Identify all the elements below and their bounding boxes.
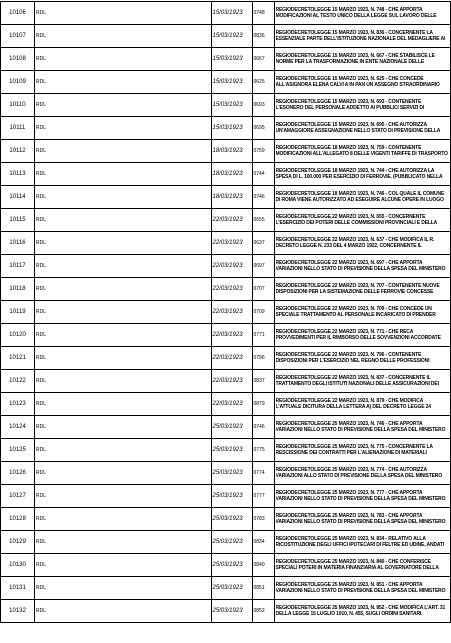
table-row	[1, 301, 451, 324]
record-number: 10128	[1, 508, 35, 531]
act-description-text: REGIODECRETOLEGGE 22 MARZO 1923, N. 707 - CONTENENTE NUOVE DISPOSIZIONI PER LA SISTEMAZIONE DELLE FERROVIE CONCESSE	[275, 283, 440, 295]
act-type: RDL	[35, 600, 212, 623]
record-number: 10121	[1, 347, 35, 370]
act-type: RDL	[35, 577, 212, 600]
table-row	[1, 209, 451, 232]
table-row	[1, 186, 451, 209]
act-code: 0709	[252, 301, 274, 324]
act-description	[274, 232, 451, 255]
act-description-text: REGIODECRETOLEGGE 25 MARZO 1923, N. 851 - CHE APPORTA VARIAZIONI NELLO STATO DI PREVISIONE DELLA SPESA DEL MINISTERO	[275, 582, 446, 594]
act-date: 22/03/1923	[211, 393, 252, 416]
act-type: RDL	[35, 25, 212, 48]
act-description-text: REGIODECRETOLEGGE 18 MARZO 1923, N. 744 - CHE AUTORIZZA LA SPESA DI L. 100.000 PER ESERCIZIO DI FERROVIE. (PUBBLICATO NELLA	[275, 168, 443, 180]
act-description-text: REGIODECRETOLEGGE 15 MARZO 1923, N. 836 - CONCERNENTE LA ESSENZIALE PARTE DELL'ISTITUZIONE NAZIONALE DEL MEDAGLIERE AI	[275, 30, 446, 42]
record-number: 10117	[1, 255, 35, 278]
act-date: 22/03/1923	[211, 255, 252, 278]
act-description-text: REGIODECRETOLEGGE 15 MARZO 1923, N. 667 - CHE STABILISCE LE NORME PER LA TRASFORMAZIONE IN ENTE NAZIONALE DELLE	[275, 53, 435, 65]
act-description	[274, 554, 451, 577]
act-date: 25/03/1923	[211, 439, 252, 462]
act-description	[274, 508, 451, 531]
record-number: 10111	[1, 117, 35, 140]
act-code: 0667	[252, 48, 274, 71]
table-row	[1, 370, 451, 393]
act-type: RDL	[35, 301, 212, 324]
act-type: RDL	[35, 186, 212, 209]
act-type: RDL	[35, 94, 212, 117]
act-type: RDL	[35, 117, 212, 140]
act-description	[274, 140, 451, 163]
act-description-text: REGIODECRETOLEGGE 25 MARZO 1923, N. 834 - RELATIVO ALLA RICOSTITUZIONE DEGLI UFFICI IPOTECARI DI FELTRE ED UDINE, ANDATI	[275, 536, 445, 548]
act-date: 25/03/1923	[211, 554, 252, 577]
act-description-text: REGIODECRETOLEGGE 22 MARZO 1923, N. 655 - CONCERNENTE L'ESERCIZIO DEI POTERI DELLE COMMISSIONI PROVINCIALI E DELLA	[275, 214, 437, 226]
record-number: 10119	[1, 301, 35, 324]
table-row	[1, 71, 451, 94]
table-row	[1, 48, 451, 71]
act-type: RDL	[35, 232, 212, 255]
act-description-text: REGIODECRETOLEGGE 25 MARZO 1923, N. 746 - CHE APPORTA VARIAZIONI NELLO STATO DI PREVISIONE DELLA SPESA DEL MINISTERO	[275, 421, 446, 433]
act-description	[274, 209, 451, 232]
table-row	[1, 508, 451, 531]
act-description	[274, 255, 451, 278]
record-number: 10115	[1, 209, 35, 232]
act-code: 0840	[252, 554, 274, 577]
act-code: 0852	[252, 600, 274, 623]
act-code: 0879	[252, 393, 274, 416]
act-date: 25/03/1923	[211, 531, 252, 554]
act-code: 0655	[252, 209, 274, 232]
act-description	[274, 2, 451, 25]
act-type: RDL	[35, 485, 212, 508]
act-code: 0796	[252, 347, 274, 370]
act-description-text: REGIODECRETOLEGGE 22 MARZO 1923, N. 771 - CHE RECA PROVVEDIMENTI PER IL RIMBORSO DELLE SOVVENZIONI ACCORDATE	[275, 329, 441, 341]
act-type: RDL	[35, 255, 212, 278]
record-number: 10127	[1, 485, 35, 508]
act-description-text: REGIODECRETOLEGGE 15 MARZO 1923, N. 748 - CHE APPORTA MODIFICAZIONI AL TESTO UNICO DELLA LEGGE SUL LAVORO DELLE	[275, 7, 437, 19]
act-description	[274, 485, 451, 508]
act-description	[274, 416, 451, 439]
act-date: 15/03/1923	[211, 25, 252, 48]
table-row	[1, 347, 451, 370]
act-description-text: REGIODECRETOLEGGE 22 MARZO 1923, N. 879 - CHE MODIFICA L'ATTUALE DICITURA DELLA LETTERA A) DEL DECRETO LEGGE 24	[275, 398, 431, 410]
act-type: RDL	[35, 2, 212, 25]
act-code: 0836	[252, 25, 274, 48]
act-description-text: REGIODECRETOLEGGE 25 MARZO 1923, N. 775 - CONCERNENTE LA RESCISSIONE DEI CONTRATTI PER L'ALIENAZIONE DI MATERIALI	[275, 444, 433, 456]
record-number: 10110	[1, 94, 35, 117]
act-description	[274, 600, 451, 623]
act-code: 0837	[252, 370, 274, 393]
act-type: RDL	[35, 554, 212, 577]
act-description-text: REGIODECRETOLEGGE 25 MARZO 1923, N. 777 - CHE APPORTA VARIAZIONI NELLO STATO DI PREVISIONE DELLA SPESA DEL MINISTERO	[275, 490, 446, 502]
act-description	[274, 324, 451, 347]
act-date: 15/03/1923	[211, 94, 252, 117]
act-code: 0748	[252, 2, 274, 25]
act-description	[274, 71, 451, 94]
act-description	[274, 462, 451, 485]
table-row	[1, 462, 451, 485]
act-type: RDL	[35, 209, 212, 232]
act-type: RDL	[35, 347, 212, 370]
act-description-text: REGIODECRETOLEGGE 15 MARZO 1923, N. 695 - CHE AUTORIZZA UN'AMAGGIORE ASSEGNAZIONE NELLO STATO DI PREVISIONE DELLA	[275, 122, 441, 134]
act-code: 0625	[252, 71, 274, 94]
act-description	[274, 531, 451, 554]
act-type: RDL	[35, 278, 212, 301]
table-row	[1, 577, 451, 600]
act-date: 22/03/1923	[211, 324, 252, 347]
table-row	[1, 25, 451, 48]
act-description-text: REGIODECRETOLEGGE 25 MARZO 1923, N. 840 - CHE CONFERISCE SPECIALI POTERI IN MATERIA FINANZIARIA AL GOVERNATORE DELLA	[275, 559, 439, 571]
table-row	[1, 278, 451, 301]
table-row	[1, 232, 451, 255]
act-description	[274, 439, 451, 462]
act-description	[274, 577, 451, 600]
record-number: 10118	[1, 278, 35, 301]
act-description-text: REGIODECRETOLEGGE 25 MARZO 1923, N. 774 - CHE AUTORIZZA VARIAZIONI ALLO STATO DI PREVISIONE DELLA SPESA DEL MINISTERO	[275, 467, 443, 479]
record-number: 10123	[1, 393, 35, 416]
act-code: 0775	[252, 439, 274, 462]
act-description	[274, 94, 451, 117]
act-code: 0851	[252, 577, 274, 600]
act-description-text: REGIODECRETOLEGGE 25 MARZO 1923, N. 783 - CHE APPORTA VARIAZIONI NELLO STATO DI PREVISIONE DELLA SPESA DEL MINISTERO	[275, 513, 446, 525]
record-number: 10124	[1, 416, 35, 439]
act-type: RDL	[35, 140, 212, 163]
act-code: 0693	[252, 94, 274, 117]
record-number: 10114	[1, 186, 35, 209]
act-type: RDL	[35, 370, 212, 393]
act-description-text: REGIODECRETOLEGGE 15 MARZO 1923, N. 693 - CONTENENTE L'ESONERO DEL PERSONALE ADDETTO AI PUBBLICI SERVIZI DI	[275, 99, 425, 111]
table-row	[1, 117, 451, 140]
act-date: 22/03/1923	[211, 370, 252, 393]
act-code: 0744	[252, 163, 274, 186]
act-description-text: REGIODECRETOLEGGE 18 MARZO 1923, N. 759 - CONTENENTE MODIFICAZIONI ALL'ALLEGATO 8 DELLE VIGENTI TARIFFE DI TRASPORTO	[275, 145, 448, 157]
act-code: 0746	[252, 186, 274, 209]
act-date: 25/03/1923	[211, 508, 252, 531]
act-date: 25/03/1923	[211, 600, 252, 623]
act-type: RDL	[35, 163, 212, 186]
record-number: 10116	[1, 232, 35, 255]
decree-table-body	[1, 2, 451, 623]
act-description-text: REGIODECRETOLEGGE 25 MARZO 1923, N. 852 - CHE MODIFICA L'ART. 31 DELLA LEGGE 15 LUGLIO 1910, N. 455, SUGLI ORDINI SANITARI.	[275, 605, 446, 617]
act-code: 0834	[252, 531, 274, 554]
record-number: 10109	[1, 71, 35, 94]
record-number: 10131	[1, 577, 35, 600]
act-description	[274, 278, 451, 301]
table-row	[1, 324, 451, 347]
act-code: 0746	[252, 416, 274, 439]
record-number: 10130	[1, 554, 35, 577]
act-date: 25/03/1923	[211, 485, 252, 508]
act-description-text: REGIODECRETOLEGGE 22 MARZO 1923, N. 709 - CHE CONCEDE UN SPECIALE TRATTAMENTO AL PERSONALE INCARICATO DI PRENDER	[275, 306, 436, 318]
act-description	[274, 163, 451, 186]
act-type: RDL	[35, 71, 212, 94]
act-code: 0759	[252, 140, 274, 163]
act-description-text: REGIODECRETOLEGGE 15 MARZO 1923, N. 625 - CHE CONCEDE ALL'ASIGNORA ELENA CALVI A IN PAN UN ASSEGNO STRAORDINARIO	[275, 76, 440, 88]
table-row	[1, 439, 451, 462]
act-code: 0771	[252, 324, 274, 347]
act-code: 0697	[252, 255, 274, 278]
table-row	[1, 393, 451, 416]
act-description	[274, 186, 451, 209]
record-number: 10112	[1, 140, 35, 163]
act-date: 18/03/1923	[211, 163, 252, 186]
act-date: 15/03/1923	[211, 71, 252, 94]
record-number: 10107	[1, 25, 35, 48]
table-row	[1, 416, 451, 439]
table-row	[1, 2, 451, 25]
act-type: RDL	[35, 393, 212, 416]
act-date: 25/03/1923	[211, 416, 252, 439]
table-row	[1, 255, 451, 278]
act-type: RDL	[35, 462, 212, 485]
decree-table	[0, 1, 451, 623]
table-row	[1, 554, 451, 577]
act-description	[274, 347, 451, 370]
table-row	[1, 94, 451, 117]
act-description-text: REGIODECRETOLEGGE 22 MARZO 1923, N. 697 - CHE APPORTA VARIAZIONI NELLO STATO DI PREVISIONE DELLA SPESA DEL MINISTERO	[275, 260, 446, 272]
table-row	[1, 531, 451, 554]
act-type: RDL	[35, 48, 212, 71]
act-code: 0707	[252, 278, 274, 301]
record-number: 10132	[1, 600, 35, 623]
record-number: 10126	[1, 462, 35, 485]
act-description	[274, 393, 451, 416]
act-date: 15/03/1923	[211, 2, 252, 25]
act-type: RDL	[35, 439, 212, 462]
act-code: 0783	[252, 508, 274, 531]
act-date: 22/03/1923	[211, 301, 252, 324]
act-date: 22/03/1923	[211, 232, 252, 255]
act-description	[274, 301, 451, 324]
act-date: 15/03/1923	[211, 117, 252, 140]
record-number: 10113	[1, 163, 35, 186]
act-date: 25/03/1923	[211, 462, 252, 485]
act-description	[274, 48, 451, 71]
act-type: RDL	[35, 416, 212, 439]
act-date: 25/03/1923	[211, 577, 252, 600]
act-description-text: REGIODECRETOLEGGE 18 MARZO 1923, N. 746 - COL QUALE IL COMUNE DI ROMA VIENE AUTORIZZATO AD ESEGUIRE ALCUNE OPERE IN LUOGO	[275, 191, 445, 203]
act-date: 18/03/1923	[211, 140, 252, 163]
act-description-text: REGIODECRETOLEGGE 22 MARZO 1923, N. 637 - CHE MODIFICA IL R. DECRETO LEGGE N. 233 DEL 4 MARZO 1922, CONCERNENTE IL	[275, 237, 435, 249]
act-type: RDL	[35, 508, 212, 531]
act-code: 0774	[252, 462, 274, 485]
table-row	[1, 140, 451, 163]
act-description-text: REGIODECRETOLEGGE 22 MARZO 1923, N. 796 - CONTENENTE DISPOSIZIONI PER L'ESERCIZIO NEL REGNO DELLE PROFESSIONI	[275, 352, 430, 364]
act-code: 0777	[252, 485, 274, 508]
record-number: 10108	[1, 48, 35, 71]
act-description	[274, 25, 451, 48]
act-date: 18/03/1923	[211, 186, 252, 209]
act-date: 15/03/1923	[211, 48, 252, 71]
act-date: 22/03/1923	[211, 209, 252, 232]
act-date: 22/03/1923	[211, 278, 252, 301]
act-description	[274, 370, 451, 393]
act-description-text: REGIODECRETOLEGGE 22 MARZO 1923, N. 837 - CONCERNENTE IL TRATTAMENTO DEGLI ISTITUTI NAZIONALI DELLE ASSICURAZIONI DEI	[275, 375, 439, 387]
act-code: 0637	[252, 232, 274, 255]
record-number: 10125	[1, 439, 35, 462]
act-code: 0695	[252, 117, 274, 140]
act-date: 22/03/1923	[211, 347, 252, 370]
record-number: 10120	[1, 324, 35, 347]
table-row	[1, 485, 451, 508]
act-type: RDL	[35, 531, 212, 554]
table-row	[1, 163, 451, 186]
table-row	[1, 600, 451, 623]
record-number: 10129	[1, 531, 35, 554]
record-number: 10106	[1, 2, 35, 25]
record-number: 10122	[1, 370, 35, 393]
act-description	[274, 117, 451, 140]
act-type: RDL	[35, 324, 212, 347]
